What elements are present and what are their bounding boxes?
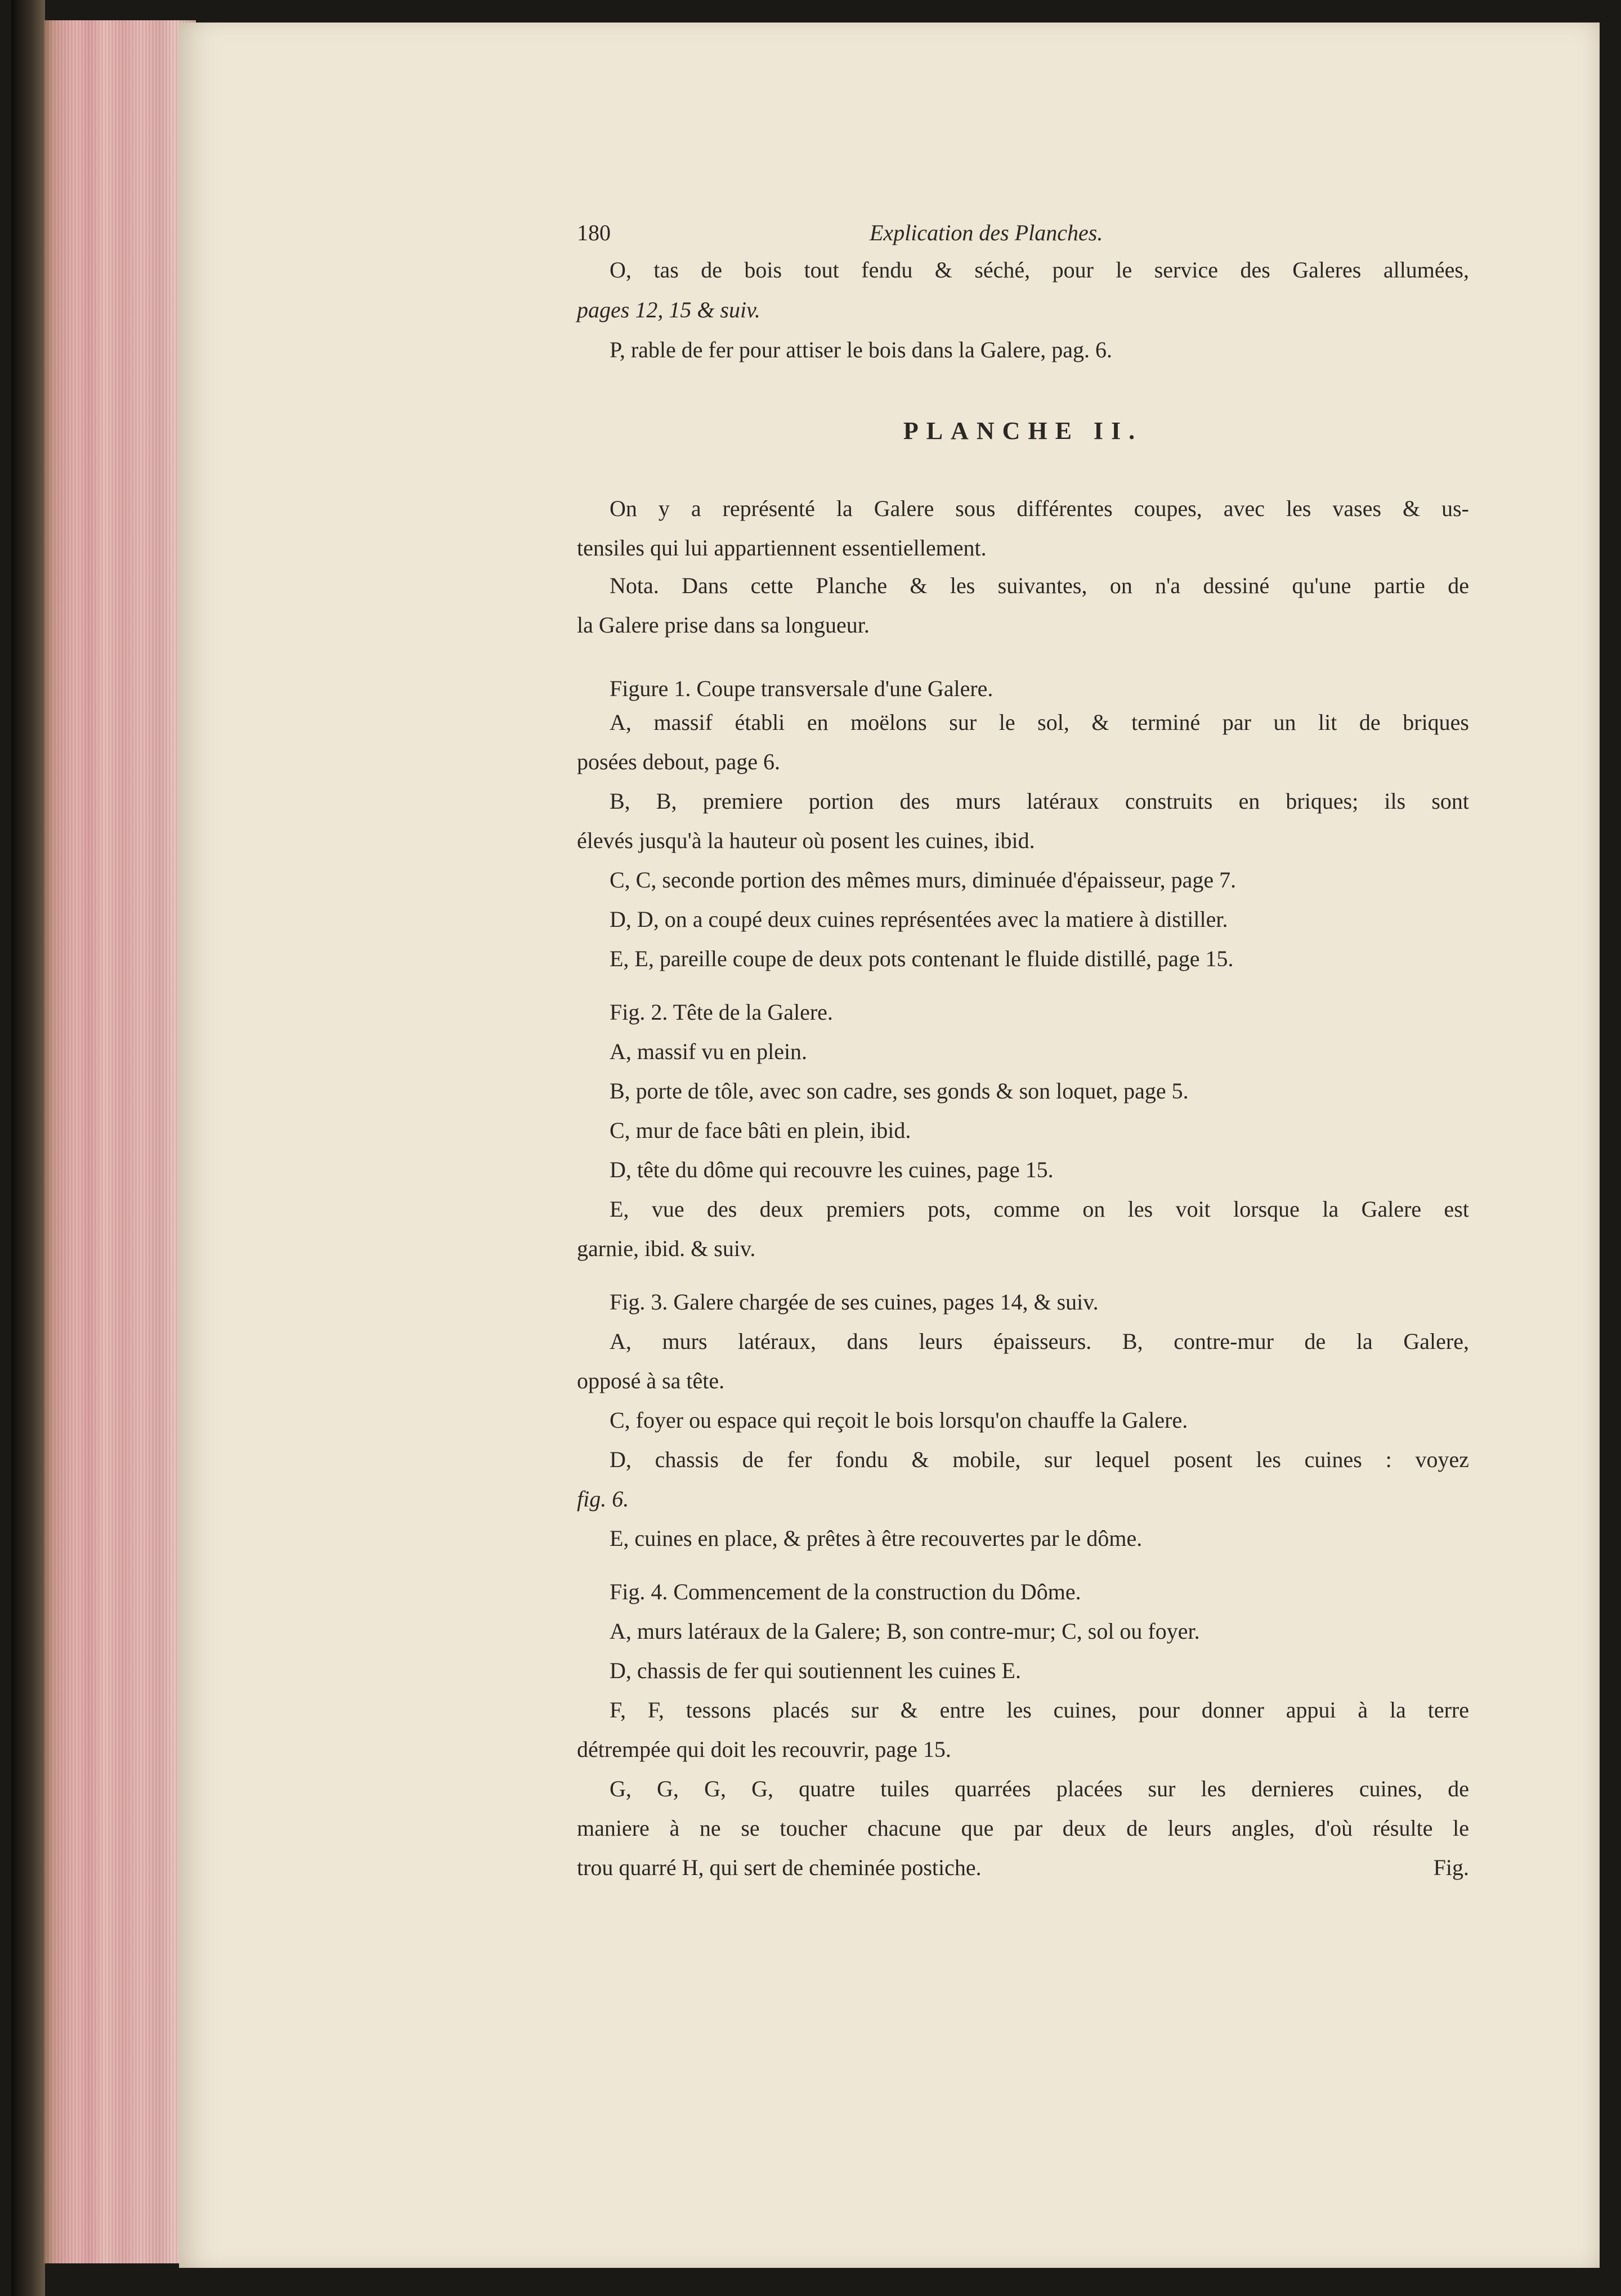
- figure-heading: Fig. 4. Commencement de la construction du Dôme.: [610, 1579, 1081, 1604]
- figure-heading: Fig. 2. Tête de la Galere.: [610, 999, 833, 1025]
- running-header: [577, 219, 1469, 253]
- text-line: fig. 6.: [577, 1486, 629, 1512]
- text-line: la Galere prise dans sa longueur.: [577, 612, 870, 638]
- text-line: G, G, G, G, quatre tuiles quarrées placées sur les dernieres cuines, de: [610, 1776, 1469, 1801]
- text-line: tensiles qui lui appartiennent essentiellement.: [577, 535, 987, 560]
- text-line: maniere à ne se toucher chacune que par deux de leurs angles, d'où résulte le: [577, 1815, 1469, 1841]
- text-line: opposé à sa tête.: [577, 1368, 725, 1393]
- text-line: élevés jusqu'à la hauteur où posent les cuines, ibid.: [577, 828, 1035, 853]
- text-line: trou quarré H, qui sert de cheminée postiche.: [577, 1855, 982, 1880]
- text-line: garnie, ibid. & suiv.: [577, 1236, 756, 1261]
- text-line: A, massif établi en moëlons sur le sol, & terminé par un lit de briques: [610, 710, 1469, 735]
- catchword: Fig.: [1433, 1855, 1469, 1880]
- text-line: A, massif vu en plein.: [610, 1039, 808, 1064]
- text-line: B, B, premiere portion des murs latéraux construits en briques; ils sont: [610, 788, 1469, 814]
- figure-heading: Fig. 3. Galere chargée de ses cuines, pages 14, & suiv.: [610, 1289, 1099, 1315]
- text-line: E, E, pareille coupe de deux pots contenant le fluide distillé, page 15.: [610, 946, 1234, 971]
- text-line: Nota. Dans cette Planche & les suivantes, on n'a dessiné qu'une partie de: [610, 573, 1469, 598]
- plate-heading: PLANCHE II.: [903, 417, 1143, 445]
- text-line: B, porte de tôle, avec son cadre, ses gonds & son loquet, page 5.: [610, 1078, 1189, 1104]
- text-line: C, C, seconde portion des mêmes murs, diminuée d'épaisseur, page 7.: [610, 867, 1237, 893]
- figure-heading: Figure 1. Coupe transversale d'une Galere.: [610, 676, 993, 701]
- text-line: D, tête du dôme qui recouvre les cuines, page 15.: [610, 1157, 1054, 1182]
- text-line: D, chassis de fer qui soutiennent les cuines E.: [610, 1658, 1021, 1683]
- text-line: F, F, tessons placés sur & entre les cuines, pour donner appui à la terre: [610, 1697, 1469, 1723]
- text-line: On y a représenté la Galere sous différentes coupes, avec les vases & us-: [610, 496, 1469, 521]
- book-spine-edge: [11, 0, 45, 2296]
- text-line: C, foyer ou espace qui reçoit le bois lorsqu'on chauffe la Galere.: [610, 1407, 1188, 1433]
- text-line: O, tas de bois tout fendu & séché, pour le service des Galeres allumées,: [610, 257, 1469, 282]
- text-line: D, chassis de fer fondu & mobile, sur lequel posent les cuines : voyez: [610, 1447, 1469, 1472]
- text-line: A, murs latéraux, dans leurs épaisseurs. B, contre-mur de la Galere,: [610, 1329, 1469, 1354]
- text-line: pages 12, 15 & suiv.: [577, 297, 760, 322]
- text-line: E, cuines en place, & prêtes à être recouvertes par le dôme.: [610, 1526, 1143, 1551]
- text-line: détrempée qui doit les recouvrir, page 15.: [577, 1737, 951, 1762]
- text-line: C, mur de face bâti en plein, ibid.: [610, 1118, 911, 1143]
- text-line: A, murs latéraux de la Galere; B, son contre-mur; C, sol ou foyer.: [610, 1618, 1200, 1644]
- text-line: P, rable de fer pour attiser le bois dans la Galere, pag. 6.: [610, 337, 1113, 362]
- running-title: Explication des Planches.: [870, 220, 1103, 245]
- text-line: posées debout, page 6.: [577, 749, 781, 774]
- text-line: D, D, on a coupé deux cuines représentées avec la matiere à distiller.: [610, 907, 1228, 932]
- text-line: E, vue des deux premiers pots, comme on les voit lorsque la Galere est: [610, 1196, 1469, 1222]
- page-number: 180: [577, 220, 611, 245]
- page-stack-edges: [44, 20, 196, 2263]
